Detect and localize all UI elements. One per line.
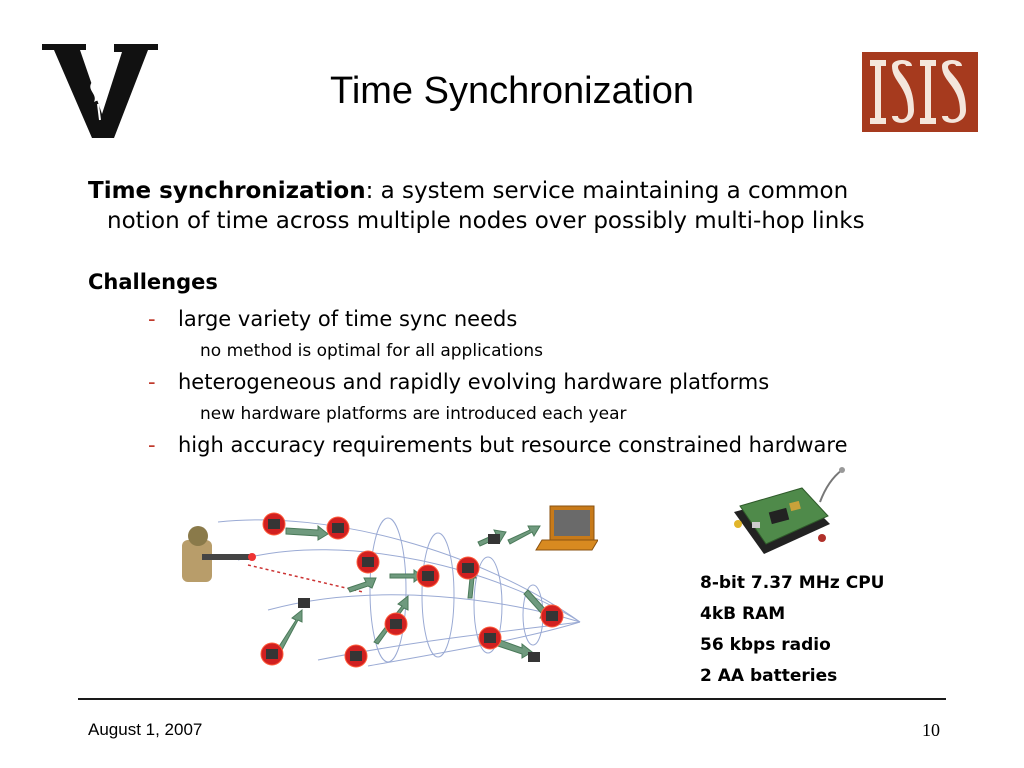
sensor-network-illustration (178, 470, 598, 670)
page-number: 10 (922, 720, 940, 740)
sub-bullet-2: new hardware platforms are introduced each year (200, 404, 627, 424)
spec-cpu: 8-bit 7.37 MHz CPU (700, 573, 885, 593)
sub-bullet-1: no method is optimal for all applications (200, 341, 543, 361)
slide-title: Time Synchronization (330, 70, 694, 112)
footer-date: August 1, 2007 (88, 720, 203, 739)
bullet-dash: - (148, 433, 156, 457)
bullet-3 (148, 432, 848, 458)
definition-text: : a system service maintaining a common (365, 178, 849, 204)
spec-batteries: 2 AA batteries (700, 666, 838, 686)
laptop (536, 506, 598, 550)
bullet-1 (148, 306, 517, 332)
soldier (182, 526, 256, 582)
bullet-text: high accuracy requirements but resource constrained hardware (178, 433, 848, 457)
mote-hardware-image (730, 466, 848, 562)
definition-term: Time synchronization (88, 178, 366, 204)
bullet-2 (148, 369, 769, 395)
spec-ram: 4kB RAM (700, 604, 786, 624)
bullet-text: large variety of time sync needs (178, 307, 518, 331)
definition (88, 176, 948, 236)
definition-continuation: notion of time across multiple nodes over possibly multi-hop links (107, 208, 865, 234)
bullet-dash: - (148, 370, 156, 394)
footer-divider (78, 698, 946, 700)
spec-radio: 56 kbps radio (700, 635, 831, 655)
challenges-heading: Challenges (88, 270, 218, 294)
bullet-dash: - (148, 307, 156, 331)
bullet-text: heterogeneous and rapidly evolving hardware platforms (178, 370, 770, 394)
